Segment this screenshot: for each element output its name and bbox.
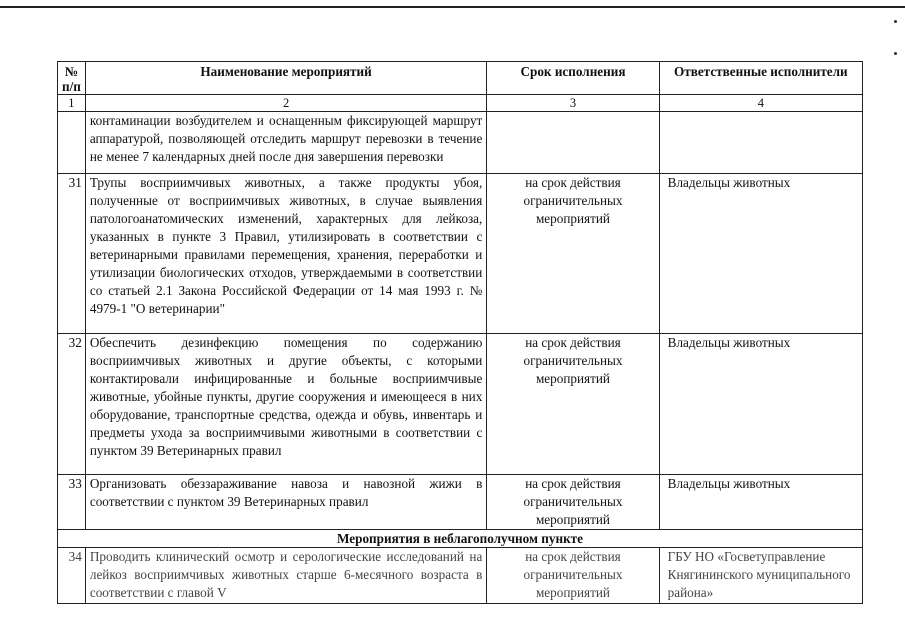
row-num-cell: [58, 112, 86, 174]
row-term-cell: [487, 112, 659, 174]
page-top-rule: [0, 6, 905, 8]
row-name-cell: контаминации возбудителем и оснащенным фиксирующей маршрут аппаратурой, позволяющей отследить маршрут перевозки в течение не менее 7 календарных дней после дня завершения перевозки: [85, 112, 486, 174]
row-responsible-cell: [659, 112, 862, 174]
table-row: [58, 334, 863, 475]
row-term-cell: на срок действия ограничительных мероприятий: [487, 334, 659, 475]
header-term: Срок исполнения: [487, 62, 659, 95]
header-name: Наименование мероприятий: [85, 62, 486, 95]
column-index: 4: [659, 95, 862, 112]
table-row: [58, 548, 863, 604]
table-row: [58, 475, 863, 530]
row-term-cell: на срок действия ограничительных мероприятий: [487, 548, 659, 604]
row-num-cell: 31: [58, 174, 86, 334]
column-index: 2: [85, 95, 486, 112]
scan-speck: [894, 52, 897, 55]
row-num-cell: 34: [58, 548, 86, 604]
row-term-cell: на срок действия ограничительных мероприятий: [487, 174, 659, 334]
table-row-continuation: [58, 112, 863, 174]
row-name-cell: Обеспечить дезинфекцию помещения по содержанию восприимчивых животных и другие объекты, с которыми контактировали инфицированные и больные восприимчивые животные, убойные пункты, другие сооружения и имеющееся в них оборудование, транспортные средства, одежда и обувь, инвентарь и предметы ухода за восприимчивыми животными в соответствии с пунктом 39 Ветеринарных правил: [85, 334, 486, 475]
scan-speck: [894, 20, 897, 23]
row-responsible-cell: Владельцы животных: [659, 475, 862, 530]
header-responsible: Ответственные исполнители: [659, 62, 862, 95]
header-num: № п/п: [58, 62, 86, 95]
row-name-cell: Трупы восприимчивых животных, а также продукты убоя, полученные от восприимчивых животных, в случае выявления патологоанатомических изменений, характерных для лейкоза, указанных в пункте 3 Правил, утилизировать в соответствии с ветеринарными правилами перемещения, хранения, переработки и утилизации биологических отходов, утверждаемыми в соответствии со статьей 2.1 Закона Российской Федерации от 14 мая 1993 г. № 4979-1 "О ветеринарии": [85, 174, 486, 334]
column-index: 3: [487, 95, 659, 112]
row-term-cell: на срок действия ограничительных мероприятий: [487, 475, 659, 530]
row-responsible-cell: ГБУ НО «Госветуправление Княгининского муниципального района»: [659, 548, 862, 604]
row-name-cell: Организовать обеззараживание навоза и навозной жижи в соответствии с пунктом 39 Ветеринарных правил: [85, 475, 486, 530]
row-responsible-cell: Владельцы животных: [659, 174, 862, 334]
measures-table: [57, 61, 863, 604]
row-responsible-cell: Владельцы животных: [659, 334, 862, 475]
row-num-cell: 33: [58, 475, 86, 530]
row-name-cell: Проводить клинический осмотр и серологические исследований на лейкоз восприимчивых животных старше 6-месячного возраста в соответствии с главой V: [85, 548, 486, 604]
column-index-row: [58, 95, 863, 112]
section-row: [58, 530, 863, 548]
column-index: 1: [58, 95, 86, 112]
section-title: Мероприятия в неблагополучном пункте: [58, 530, 863, 548]
table-row: [58, 174, 863, 334]
table-header-row: [58, 62, 863, 95]
row-num-cell: 32: [58, 334, 86, 475]
